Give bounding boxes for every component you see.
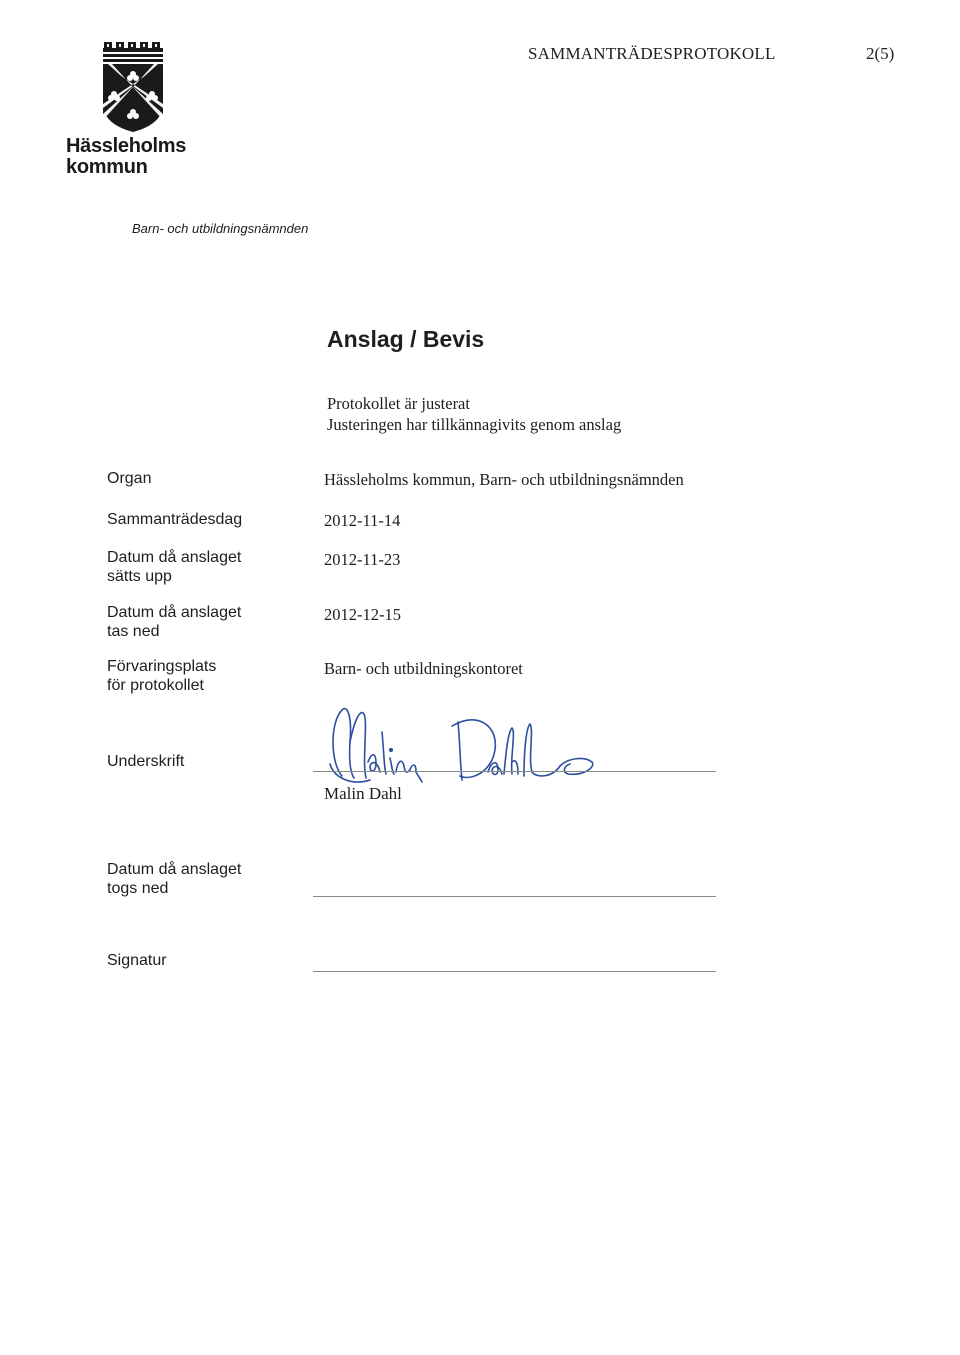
organ-value: Hässleholms kommun, Barn- och utbildningsnämnden	[324, 470, 684, 489]
signature-line	[313, 771, 716, 772]
taken-down-date-line	[313, 896, 716, 897]
storage-label-line1: Förvaringsplats	[107, 658, 217, 675]
storage-label	[107, 657, 216, 695]
posted-date-label	[107, 548, 241, 586]
meeting-date-label: Sammanträdesdag	[107, 511, 243, 528]
signature-label: Underskrift	[107, 753, 185, 770]
removed-date-label-line2: tas ned	[107, 623, 160, 640]
removed-date-label	[107, 603, 241, 641]
intro-text-announced: Justeringen har tillkännagivits genom anslag	[327, 415, 622, 434]
signer-name: Malin Dahl	[324, 784, 402, 803]
page-number: 2(5)	[866, 44, 895, 63]
meeting-date-value: 2012-11-14	[324, 511, 401, 530]
intro-text-adjusted: Protokollet är justerat	[327, 394, 470, 413]
storage-label-line2: för protokollet	[107, 677, 204, 694]
organ-label: Organ	[107, 470, 152, 487]
document-type: SAMMANTRÄDESPROTOKOLL	[528, 44, 776, 63]
handwritten-signature	[312, 702, 612, 786]
posted-date-label-line1: Datum då anslaget	[107, 549, 242, 566]
initials-label: Signatur	[107, 952, 167, 969]
department-name: Barn- och utbildningsnämnden	[132, 221, 309, 236]
removed-date-value: 2012-12-15	[324, 605, 401, 624]
organization-name	[66, 136, 186, 178]
posted-date-label-line2: sätts upp	[107, 568, 172, 585]
taken-down-label-line2: togs ned	[107, 880, 169, 897]
page-title: Anslag / Bevis	[327, 326, 485, 352]
storage-value: Barn- och utbildningskontoret	[324, 659, 523, 678]
taken-down-label	[107, 860, 241, 898]
organization-name-line2: kommun	[66, 156, 148, 178]
posted-date-value: 2012-11-23	[324, 550, 401, 569]
taken-down-label-line1: Datum då anslaget	[107, 861, 242, 878]
organization-name-line1: Hässleholms	[66, 135, 187, 157]
removed-date-label-line1: Datum då anslaget	[107, 604, 242, 621]
initials-line	[313, 971, 716, 972]
coat-of-arms-logo	[100, 42, 166, 134]
